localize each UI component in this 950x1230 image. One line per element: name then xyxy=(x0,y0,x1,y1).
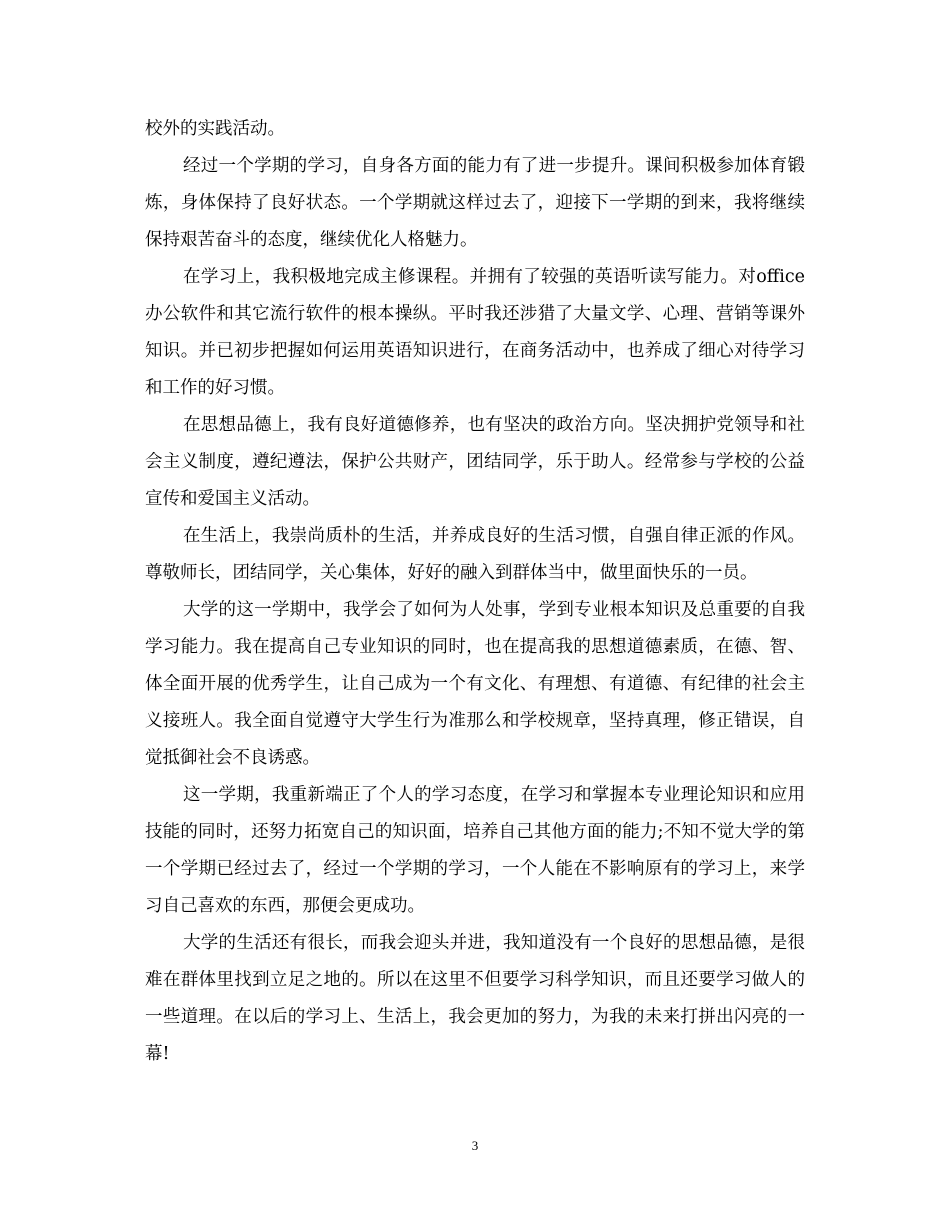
paragraph-8: 大学的生活还有很长，而我会迎头并进，我知道没有一个良好的思想品德，是很难在群体里找到立足之地的。所以在这里不但要学习科学知识，而且还要学习做人的一些道理。在以后的学习上、生活上，我会更加的努力，为我的未来打拼出闪亮的一幕! xyxy=(145,933,805,1064)
page-number: 3 xyxy=(471,1138,479,1153)
paragraph-1: 校外的实践活动。 xyxy=(145,119,285,139)
paragraph-3: 在学习上，我积极地完成主修课程。并拥有了较强的英语听读写能力。对office办公软件和其它流行软件的根本操纵。平时我还涉猎了大量文学、心理、营销等课外知识。并已初步把握如何运用英语知识进行，在商务活动中，也养成了细心对待学习和工作的好习惯。 xyxy=(145,267,805,398)
paragraph-2: 经过一个学期的学习，自身各方面的能力有了进一步提升。课间积极参加体育锻炼，身体保持了良好状态。一个学期就这样过去了，迎接下一学期的到来，我将继续保持艰苦奋斗的态度，继续优化人格魅力。 xyxy=(145,156,805,250)
document-body xyxy=(145,111,805,1073)
paragraph-7: 这一学期，我重新端正了个人的学习态度，在学习和掌握本专业理论知识和应用技能的同时，还努力拓宽自己的知识面，培养自己其他方面的能力;不知不觉大学的第一个学期已经过去了，经过一个学期的学习，一个人能在不影响原有的学习上，来学习自己喜欢的东西，那便会更成功。 xyxy=(145,785,805,916)
paragraph-6: 大学的这一学期中，我学会了如何为人处事，学到专业根本知识及总重要的自我学习能力。我在提高自己专业知识的同时，也在提高我的思想道德素质，在德、智、体全面开展的优秀学生，让自己成为一个有文化、有理想、有道德、有纪律的社会主义接班人。我全面自觉遵守大学生行为准那么和学校规章，坚持真理，修正错误，自觉抵御社会不良诱惑。 xyxy=(145,600,805,768)
paragraph-4: 在思想品德上，我有良好道德修养，也有坚决的政治方向。坚决拥护党领导和社会主义制度，遵纪遵法，保护公共财产，团结同学，乐于助人。经常参与学校的公益宣传和爱国主义活动。 xyxy=(145,415,805,509)
paragraph-5: 在生活上，我崇尚质朴的生活，并养成良好的生活习惯，自强自律正派的作风。尊敬师长，团结同学，关心集体，好好的融入到群体当中，做里面快乐的一员。 xyxy=(145,526,805,583)
